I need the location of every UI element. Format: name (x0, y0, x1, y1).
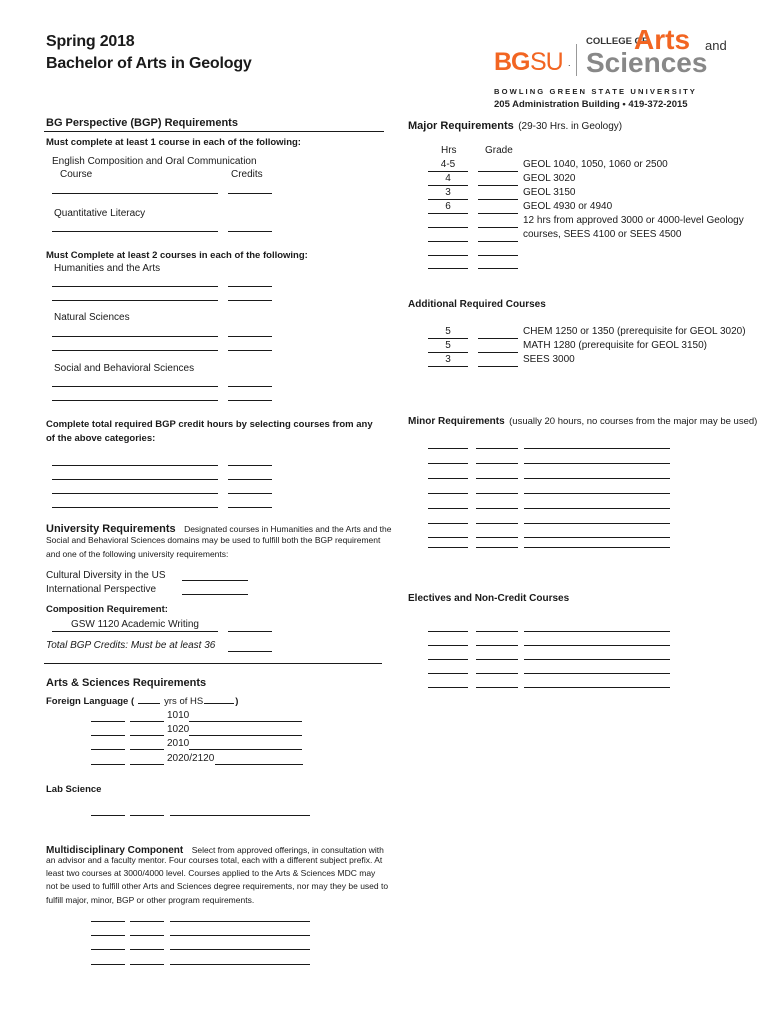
page-title-line2: Bachelor of Arts in Geology (46, 55, 252, 72)
total-bgp-credits-field[interactable] (228, 651, 272, 652)
logo-reg-mark: . (568, 58, 571, 68)
natural-credits-field-2[interactable] (228, 350, 272, 351)
credits-column-label: Credits (231, 169, 263, 180)
major-row-3-hrs[interactable]: 3 (428, 187, 468, 200)
additional-row-2-course: MATH 1280 (prerequisite for GEOL 3150) (523, 340, 707, 351)
mdc-hrs-3[interactable] (91, 949, 125, 950)
additional-bgp-credits-3[interactable] (228, 493, 272, 494)
minor-course-6[interactable] (524, 523, 670, 524)
minor-hrs-8[interactable] (428, 547, 468, 548)
minor-heading: Minor Requirements (408, 416, 505, 427)
lab-science-hrs[interactable] (91, 815, 125, 816)
major-row-4-hrs[interactable]: 6 (428, 201, 468, 214)
lang-course-2010: 2010 (167, 738, 190, 749)
elective-hrs-5[interactable] (428, 687, 468, 688)
lang-course-1010: 1010 (167, 710, 190, 721)
logo-su-text: SU (530, 48, 563, 76)
mdc-course-1[interactable] (170, 921, 310, 922)
humanities-label: Humanities and the Arts (54, 263, 161, 274)
quant-credits-field[interactable] (228, 231, 272, 232)
elective-hrs-3[interactable] (428, 659, 468, 660)
electives-heading: Electives and Non-Credit Courses (408, 593, 570, 604)
international-perspective-label: International Perspective (46, 584, 157, 595)
natural-course-field-2[interactable] (52, 350, 218, 351)
humanities-course-field-2[interactable] (52, 300, 218, 301)
minor-hrs-6[interactable] (428, 523, 468, 524)
major-row-1-course: GEOL 1040, 1050, 1060 or 2500 (523, 159, 668, 170)
english-course-field[interactable] (52, 193, 218, 194)
english-comp-label: English Composition and Oral Communication (52, 156, 257, 167)
elective-hrs-4[interactable] (428, 673, 468, 674)
composition-heading: Composition Requirement: (46, 604, 168, 615)
logo-sciences: Sciences (586, 47, 708, 78)
social-credits-field-2[interactable] (228, 400, 272, 401)
additional-bgp-course-1[interactable] (52, 465, 218, 466)
elective-grade-2[interactable] (476, 645, 518, 646)
minor-hrs-2[interactable] (428, 463, 468, 464)
major-heading-row (408, 116, 622, 134)
additional-bgp-course-3[interactable] (52, 493, 218, 494)
elective-hrs-1[interactable] (428, 631, 468, 632)
lang-1020-hrs[interactable] (91, 735, 125, 736)
quant-course-field[interactable] (52, 231, 218, 232)
major-row-8-hrs[interactable] (428, 268, 468, 269)
university-req-desc-3: and one of the following university requirements: (46, 549, 229, 559)
bgp-heading: BG Perspective (BGP) Requirements (46, 117, 238, 129)
mdc-grade-3[interactable] (130, 949, 164, 950)
natural-course-field-1[interactable] (52, 336, 218, 337)
foreign-language-label: Foreign Language ( (46, 696, 135, 707)
minor-grade-1[interactable] (476, 448, 518, 449)
major-row-5-grade[interactable] (478, 227, 518, 228)
mdc-course-2[interactable] (170, 935, 310, 936)
must-one-instruction: Must complete at least 1 course in each of the following: (46, 137, 301, 148)
minor-note: (usually 20 hours, no courses from the major may be used) (509, 416, 758, 427)
major-row-2-course: GEOL 3020 (523, 173, 576, 184)
major-row-1-hrs[interactable]: 4-5 (428, 159, 468, 172)
lang-1010-hrs[interactable] (91, 721, 125, 722)
logo-and: and (705, 38, 727, 53)
mdc-grade-4[interactable] (130, 964, 164, 965)
lang-1020-course-field[interactable] (189, 735, 302, 736)
elective-grade-1[interactable] (476, 631, 518, 632)
additional-bgp-credits-1[interactable] (228, 465, 272, 466)
elective-hrs-2[interactable] (428, 645, 468, 646)
arts-sciences-divider (44, 663, 382, 664)
lang-1010-course-field[interactable] (189, 721, 302, 722)
lang-1010-grade[interactable] (130, 721, 164, 722)
university-req-desc-1: Designated courses in Humanities and the Arts and the (184, 524, 392, 534)
additional-bgp-credits-4[interactable] (228, 507, 272, 508)
major-row-3-grade[interactable] (478, 199, 518, 200)
additional-bgp-course-4[interactable] (52, 507, 218, 508)
complete-total-line2: of the above categories: (46, 433, 156, 444)
minor-grade-8[interactable] (476, 547, 518, 548)
major-row-7-grade[interactable] (478, 255, 518, 256)
foreign-language-row (46, 696, 238, 707)
elective-course-5[interactable] (524, 687, 670, 688)
university-req-heading: University Requirements (46, 523, 176, 535)
elective-course-4[interactable] (524, 673, 670, 674)
additional-row-1-hrs[interactable]: 5 (428, 326, 468, 339)
logo-arts: Arts (634, 24, 691, 55)
major-row-3-course: GEOL 3150 (523, 187, 576, 198)
must-two-instruction: Must Complete at least 2 courses in each of the following: (46, 250, 308, 261)
quant-literacy-label: Quantitative Literacy (54, 208, 146, 219)
major-row-8-grade[interactable] (478, 268, 518, 269)
close-paren: ) (235, 696, 239, 707)
bgp-divider (44, 131, 384, 132)
elective-course-2[interactable] (524, 645, 670, 646)
lab-science-course-field[interactable] (170, 815, 310, 816)
complete-total-line1: Complete total required BGP credit hours by selecting courses from any (46, 419, 373, 430)
logo-divider (576, 44, 577, 76)
major-row-5-course: 12 hrs from approved 3000 or 4000-level Geology (523, 215, 744, 226)
logo-bg-text: BG (494, 48, 530, 76)
lang-2010-hrs[interactable] (91, 749, 125, 750)
minor-hrs-1[interactable] (428, 448, 468, 449)
hrs-column-label: Hrs (441, 145, 457, 156)
grade-column-label: Grade (485, 145, 513, 156)
lang-course-1020: 1020 (167, 724, 190, 735)
lang-2010-grade[interactable] (130, 749, 164, 750)
mdc-desc-5: fulfill major, minor, BGP or other program requirements. (46, 895, 255, 905)
lang-2020-course-field[interactable] (215, 764, 303, 765)
lab-science-label: Lab Science (46, 784, 102, 795)
mdc-grade-2[interactable] (130, 935, 164, 936)
natural-credits-field-1[interactable] (228, 336, 272, 337)
mdc-course-4[interactable] (170, 964, 310, 965)
major-row-2-hrs[interactable]: 4 (428, 173, 468, 186)
mdc-desc-2: an advisor and a faculty mentor. Four courses total, each with a different subject prefix. At (46, 855, 383, 865)
university-name: B O W L I N G G R E E N S T A T E U N I V E R S I T Y (494, 87, 695, 96)
additional-row-3-grade[interactable] (478, 366, 518, 367)
bgsu-logo (494, 24, 734, 120)
mdc-hrs-4[interactable] (91, 964, 125, 965)
logo-college-of: COLLEGE OF (586, 36, 648, 47)
social-course-field-2[interactable] (52, 400, 218, 401)
mdc-heading: Multidisciplinary Component (46, 845, 184, 856)
major-row-6-hrs[interactable] (428, 229, 468, 242)
mdc-desc-1: Select from approved offerings, in consultation with (191, 845, 384, 855)
mdc-desc-4: not be used to fulfill other Arts and Sciences degree requirements, nor may they be used to (46, 881, 389, 891)
university-req-desc-2: Social and Behavioral Sciences domains may be used to fulfill both the BGP requirement (46, 535, 381, 545)
minor-grade-6[interactable] (476, 523, 518, 524)
additional-row-3-hrs[interactable]: 3 (428, 354, 468, 367)
lang-2020-hrs[interactable] (91, 764, 125, 765)
yrs-hs-label: yrs of HS (164, 696, 204, 707)
mdc-hrs-1[interactable] (91, 921, 125, 922)
social-course-field-1[interactable] (52, 386, 218, 387)
cultural-diversity-label: Cultural Diversity in the US (46, 570, 166, 581)
minor-course-2[interactable] (524, 463, 670, 464)
major-row-5-hrs[interactable] (428, 215, 468, 228)
minor-hrs-5[interactable] (428, 508, 468, 509)
elective-grade-3[interactable] (476, 659, 518, 660)
additional-row-1-course: CHEM 1250 or 1350 (prerequisite for GEOL 3020) (523, 326, 746, 337)
additional-row-1-grade[interactable] (478, 338, 518, 339)
major-row-6-course: courses, SEES 4100 or SEES 4500 (523, 229, 682, 240)
humanities-credits-field-1[interactable] (228, 286, 272, 287)
additional-row-3-course: SEES 3000 (523, 354, 575, 365)
major-row-7-hrs[interactable] (428, 255, 468, 256)
cultural-diversity-field[interactable] (182, 580, 248, 581)
minor-course-4[interactable] (524, 493, 670, 494)
minor-hrs-7[interactable] (428, 537, 468, 538)
gsw-credits-field[interactable] (228, 631, 272, 632)
mdc-grade-1[interactable] (130, 921, 164, 922)
additional-bgp-course-2[interactable] (52, 479, 218, 480)
additional-row-2-hrs[interactable]: 5 (428, 340, 468, 353)
humanities-course-field-1[interactable] (52, 286, 218, 287)
foreign-language-years-field[interactable] (138, 703, 160, 704)
elective-grade-4[interactable] (476, 673, 518, 674)
major-row-2-grade[interactable] (478, 185, 518, 186)
major-row-4-grade[interactable] (478, 213, 518, 214)
social-behavioral-label: Social and Behavioral Sciences (54, 363, 195, 374)
minor-course-5[interactable] (524, 508, 670, 509)
lang-1020-grade[interactable] (130, 735, 164, 736)
total-bgp-credits-label: Total BGP Credits: Must be at least 36 (46, 640, 216, 651)
gsw-course-value[interactable]: GSW 1120 Academic Writing (52, 619, 218, 632)
additional-row-2-grade[interactable] (478, 352, 518, 353)
major-heading: Major Requirements (408, 120, 514, 132)
lang-course-2020: 2020/2120 (167, 753, 215, 764)
mdc-course-3[interactable] (170, 949, 310, 950)
lab-science-grade[interactable] (130, 815, 164, 816)
lang-2020-grade[interactable] (130, 764, 164, 765)
address-line: 205 Administration Building • 419-372-2015 (494, 99, 688, 110)
major-row-1-grade[interactable] (478, 171, 518, 172)
minor-heading-row (408, 411, 757, 429)
major-heading-note: (29-30 Hrs. in Geology) (518, 121, 623, 132)
arts-sciences-heading: Arts & Sciences Requirements (46, 677, 207, 689)
social-credits-field-1[interactable] (228, 386, 272, 387)
minor-grade-5[interactable] (476, 508, 518, 509)
foreign-language-hs-field[interactable] (204, 703, 234, 704)
lang-2010-course-field[interactable] (189, 749, 302, 750)
elective-grade-5[interactable] (476, 687, 518, 688)
minor-hrs-3[interactable] (428, 478, 468, 479)
minor-grade-2[interactable] (476, 463, 518, 464)
major-row-4-course: GEOL 4930 or 4940 (523, 201, 613, 212)
course-column-label: Course (60, 169, 93, 180)
mdc-desc-3: least two courses at 3000/4000 level. Courses applied to the Arts & Sciences MDC may (46, 868, 376, 878)
minor-course-8[interactable] (524, 547, 670, 548)
elective-course-3[interactable] (524, 659, 670, 660)
major-row-6-grade[interactable] (478, 241, 518, 242)
minor-course-3[interactable] (524, 478, 670, 479)
english-credits-field[interactable] (228, 193, 272, 194)
minor-grade-3[interactable] (476, 478, 518, 479)
natural-sciences-label: Natural Sciences (54, 312, 130, 323)
minor-grade-4[interactable] (476, 493, 518, 494)
minor-hrs-4[interactable] (428, 493, 468, 494)
elective-course-1[interactable] (524, 631, 670, 632)
international-perspective-field[interactable] (182, 594, 248, 595)
additional-bgp-credits-2[interactable] (228, 479, 272, 480)
minor-grade-7[interactable] (476, 537, 518, 538)
additional-heading: Additional Required Courses (408, 299, 546, 310)
minor-course-1[interactable] (524, 448, 670, 449)
mdc-hrs-2[interactable] (91, 935, 125, 936)
humanities-credits-field-2[interactable] (228, 300, 272, 301)
minor-course-7[interactable] (524, 537, 670, 538)
page-title-line1: Spring 2018 (46, 33, 135, 50)
